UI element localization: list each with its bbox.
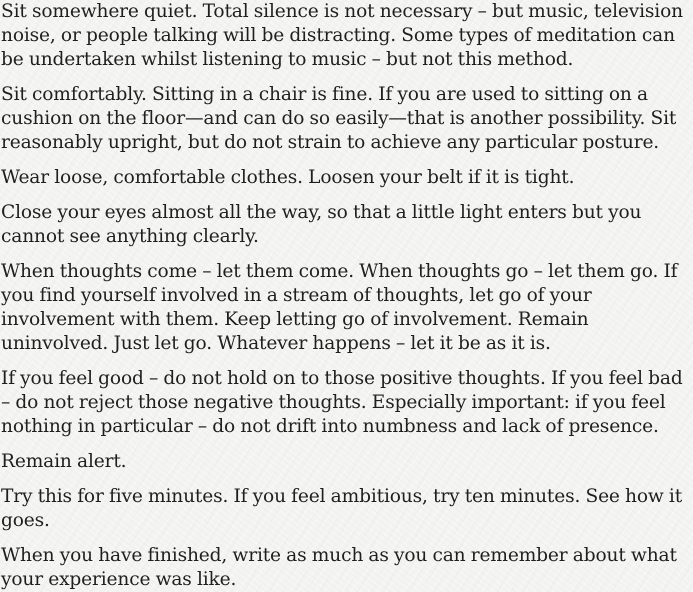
- paragraph-feelings: If you feel good – do not hold on to those positive thoughts. If you feel bad – do not reject those negative thoughts. Especially important: if you feel nothing in particular – do not drift into numbness and lack of presence.: [1, 368, 683, 437]
- paragraph-close-eyes: Close your eyes almost all the way, so that a little light enters but you cannot see anything clearly.: [1, 202, 642, 247]
- paragraph-remain-alert: Remain alert.: [1, 451, 127, 472]
- paragraph-duration: Try this for five minutes. If you feel ambitious, try ten minutes. See how it goes.: [1, 486, 683, 531]
- paragraph-sit-quiet: Sit somewhere quiet. Total silence is not necessary – but music, television noise, or people talking will be distracting. Some types of meditation can be undertaken whilst listening to music – but not this method.: [1, 1, 683, 70]
- paragraph-loose-clothes: Wear loose, comfortable clothes. Loosen your belt if it is tight.: [1, 167, 575, 188]
- paragraph-sit-comfortably: Sit comfortably. Sitting in a chair is fine. If you are used to sitting on a cushion on the floor—and can do so easily—that is another possibility. Sit reasonably upright, but do not strain to achieve any particular posture.: [1, 84, 677, 153]
- paragraph-thoughts: When thoughts come – let them come. When thoughts go – let them go. If you find yourself involved in a stream of thoughts, let go of your involvement with them. Keep letting go of involvement. Remain uninvolved. Just let go. Whatever happens – let it be as it is.: [1, 261, 678, 354]
- paragraph-write-experience: When you have finished, write as much as you can remember about what your experience was like.: [1, 545, 677, 590]
